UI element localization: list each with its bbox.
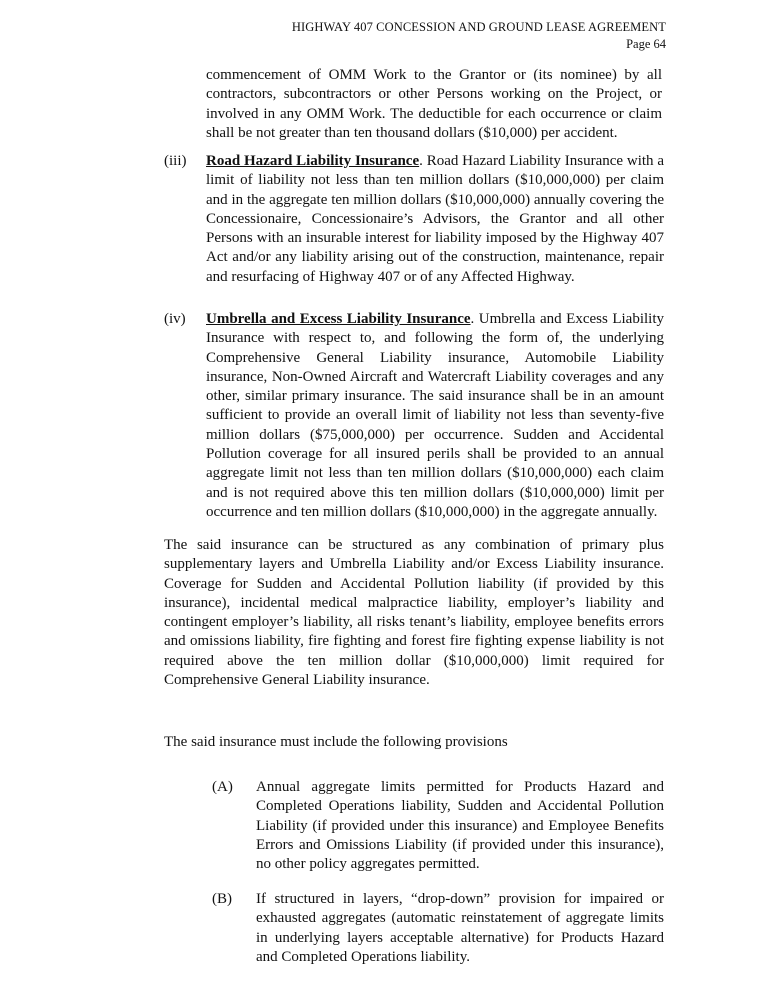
- clause-heading: Umbrella and Excess Liability Insurance: [206, 311, 471, 327]
- header-title: HIGHWAY 407 CONCESSION AND GROUND LEASE AGREEMENT: [291, 20, 666, 34]
- provisions-intro: The said insurance must include the following provisions: [164, 734, 508, 750]
- structure-paragraph: The said insurance can be structured as any combination of primary plus supplementary layers and Umbrella Liability and/or Excess Liability insurance. Coverage for Sudden and Accidental Pollution liability (if provided by this insurance), incidental medical malpractice liability, employer’s liability and contingent employer’s liability, all risks tenant’s liability, employee benefits errors and omissions liability, fire fighting and forest fire fighting expense liability is not required above the ten million dollar ($10,000,000) limit required for Comprehensive General Liability insurance.: [164, 537, 664, 689]
- clause-body: [206, 310, 664, 522]
- clause-heading: Road Hazard Liability Insurance: [206, 153, 420, 169]
- continuation-paragraph: commencement of OMM Work to the Grantor or (its nominee) by all contractors, subcontractors or other Persons working on the Project, or involved in any OMM Work. The deductible for each occurrence or claim shall be not greater than ten thousand dollars ($10,000) per accident.: [206, 67, 662, 141]
- provision-number: (A): [212, 779, 233, 795]
- provision-number: (B): [212, 891, 232, 907]
- clause-text: . Umbrella and Excess Liability Insurance with respect to, and following the form of, the underlying Comprehensive General Liability insurance, Automobile Liability insurance, Non-Owned Aircraft and Watercraft Liability coverages and any other, similar primary insurance. The said insurance shall be in an amount sufficient to provide an overall limit of liability not less than seventy-five million dollars ($75,000,000) per occurrence. Sudden and Accidental Pollution coverage for all insured perils shall be provided to an annual aggregate limit not less than ten million dollars ($10,000,000) each claim and is not required above this ten million dollars ($10,000,000) limit per occurrence and ten million dollars ($10,000,000) in the aggregate annually.: [206, 311, 664, 520]
- page-number: Page 64: [626, 37, 666, 51]
- clause-number: (iv): [164, 311, 186, 327]
- provision-text: Annual aggregate limits permitted for Products Hazard and Completed Operations liability, Sudden and Accidental Pollution Liability (if provided under this insurance) and Employee Benefits Errors and Omissions Liability (if provided under this insurance), no other policy aggregates permitted.: [256, 779, 664, 873]
- provision-text: If structured in layers, “drop-down” provision for impaired or exhausted aggregates (automatic reinstatement of aggregate limits in underlying layers acceptable alternative) for Products Hazard and Completed Operations liability.: [256, 891, 664, 965]
- clause-text: . Road Hazard Liability Insurance with a limit of liability not less than ten million dollars ($10,000,000) per claim and in the aggregate ten million dollars ($10,000,000) annually covering the Concessionaire, Concessionaire’s Advisors, the Grantor and all other Persons with an insurable interest for liability imposed by the Highway 407 Act and/or any liability arising out of the construction, maintenance, repair and resurfacing of Highway 407 or of any Affected Highway.: [206, 153, 664, 285]
- clause-body: [206, 152, 664, 287]
- clause-number: (iii): [164, 153, 187, 169]
